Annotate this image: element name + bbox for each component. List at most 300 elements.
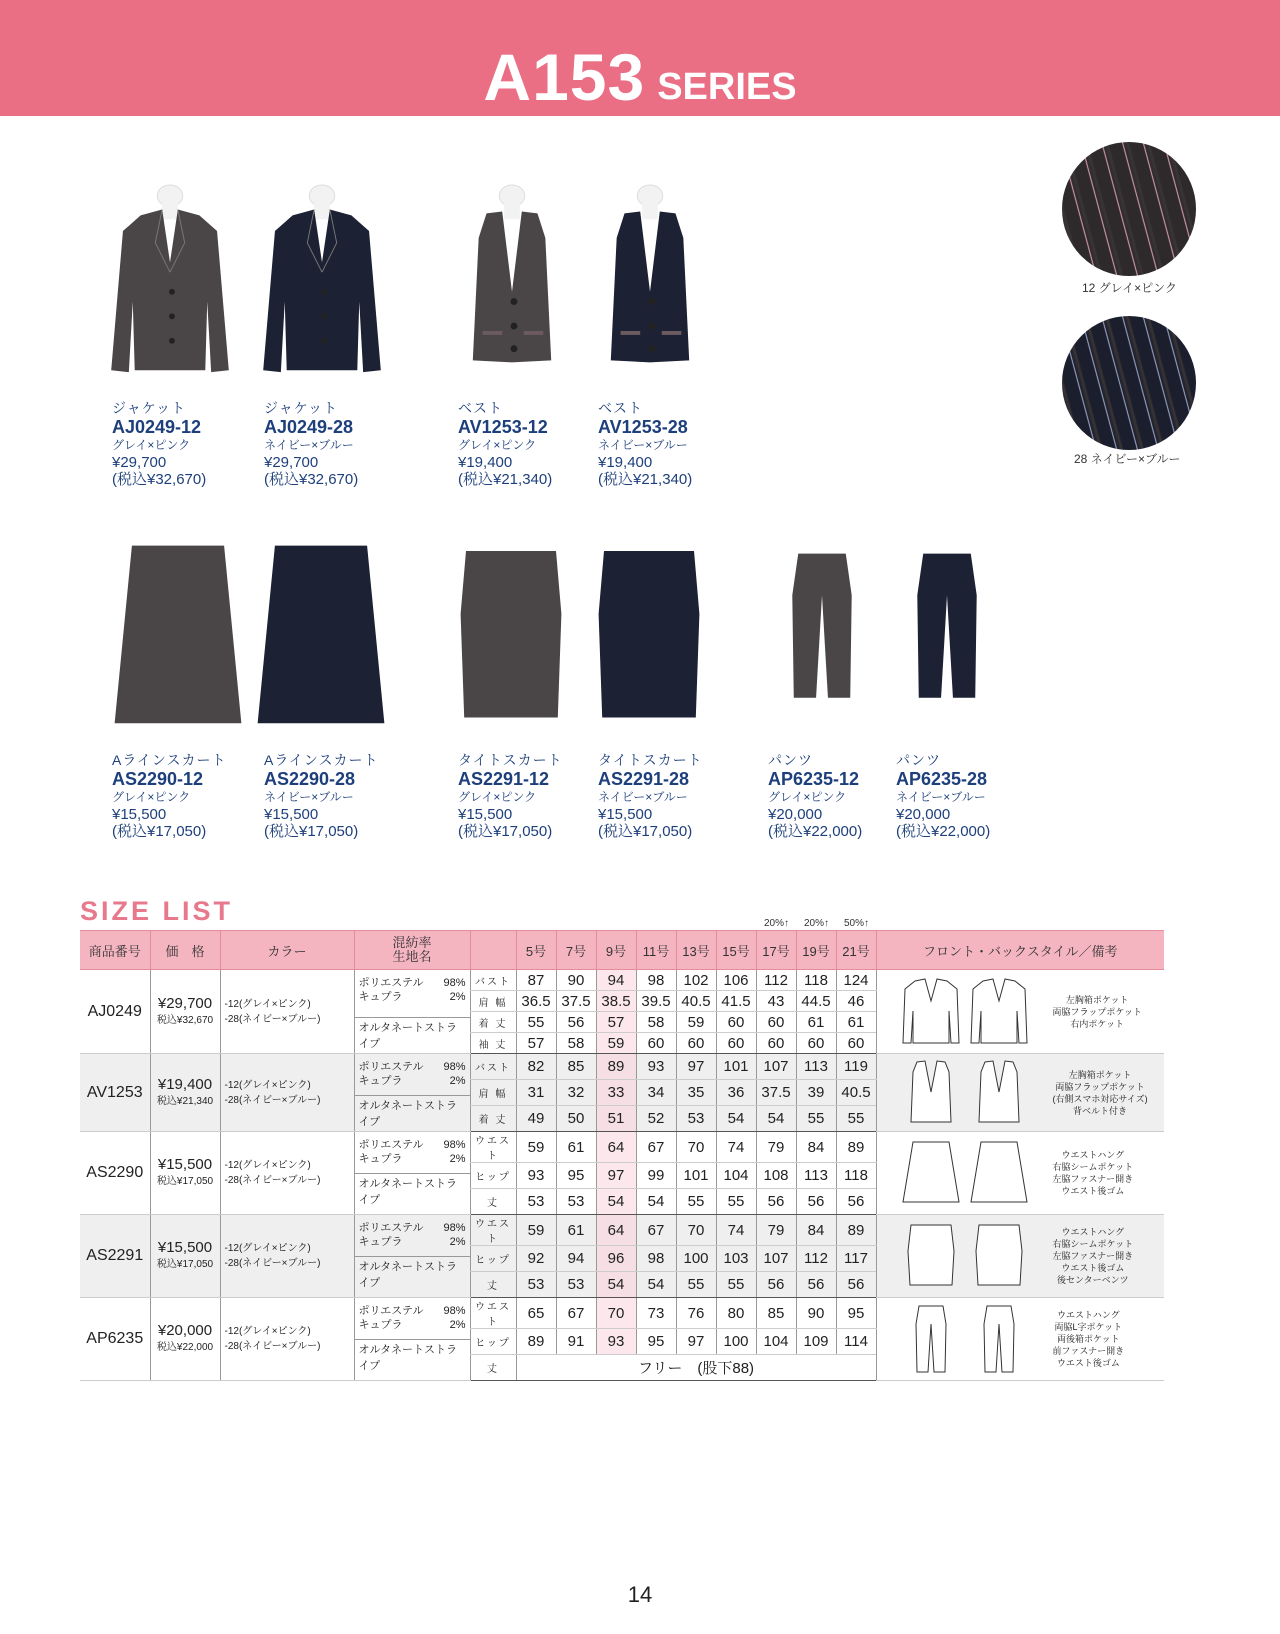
- measure-value: 107: [756, 1054, 796, 1080]
- header-size: 15号: [716, 931, 756, 970]
- a-line-skirt-gray-image: [108, 536, 248, 732]
- style-note: 前ファスナー開き: [1052, 1346, 1125, 1356]
- color-option: -12(グレイ×ピンク): [224, 1160, 311, 1171]
- measure-value: 55: [516, 1012, 556, 1033]
- measure-value: 54: [596, 1189, 636, 1215]
- header-color: カラー: [220, 931, 354, 970]
- measure-name: 丈: [470, 1272, 516, 1298]
- measure-value: 97: [676, 1054, 716, 1080]
- measure-value: 90: [796, 1298, 836, 1329]
- measure-value: 55: [676, 1189, 716, 1215]
- vest-navy-image: [578, 184, 722, 384]
- style-drawing: [877, 1304, 1029, 1374]
- size-row-code: AP6235: [80, 1298, 150, 1381]
- measure-value: 82: [516, 1054, 556, 1080]
- header-size: 17号: [756, 931, 796, 970]
- measure-value: 106: [716, 970, 756, 991]
- fabric-percent: 2%: [449, 1236, 466, 1248]
- style-note: 左胸箱ポケット: [1068, 1069, 1132, 1080]
- a-line-skirt-navy-image: [246, 536, 396, 732]
- measure-value: 104: [756, 1329, 796, 1355]
- measure-value: 56: [556, 1012, 596, 1033]
- product-code: AJ0249-12: [112, 417, 202, 437]
- size-row-fabric: [354, 970, 470, 1054]
- measure-value: 43: [756, 991, 796, 1012]
- measure-value: 119: [836, 1054, 876, 1080]
- measure-value: 98: [636, 970, 676, 991]
- price-value: ¥15,500: [157, 1239, 213, 1256]
- size-row-colors: [220, 970, 354, 1054]
- measure-value: 67: [556, 1298, 596, 1329]
- color-option: -28(ネイビー×ブルー): [224, 1013, 321, 1025]
- color-option: -12(グレイ×ピンク): [224, 998, 311, 1010]
- series-model: A153: [483, 40, 646, 114]
- style-drawing: [877, 1138, 1029, 1208]
- measure-value: 60: [796, 1033, 836, 1054]
- size-row-colors: [220, 1132, 354, 1215]
- measure-value: 91: [556, 1329, 596, 1355]
- header-size: 7号: [556, 931, 596, 970]
- product-price: ¥20,000: [896, 806, 951, 823]
- product-tax-price: (税込¥21,340): [458, 471, 553, 488]
- product-code: AS2290-28: [264, 769, 356, 789]
- measure-value: 112: [796, 1246, 836, 1272]
- product-type: ジャケット: [264, 400, 339, 416]
- size-row-colors: [220, 1298, 354, 1381]
- product-info: [458, 400, 552, 488]
- product-tax-price: (税込¥22,000): [768, 823, 863, 840]
- series-label: SERIES: [657, 66, 797, 108]
- product-color: ネイビー×ブルー: [896, 790, 986, 804]
- measure-value: 103: [716, 1246, 756, 1272]
- measure-value: 113: [796, 1054, 836, 1080]
- product-price: ¥15,500: [264, 806, 319, 823]
- measure-name: 丈: [470, 1355, 516, 1381]
- fabric-swatch-navy-blue: [1062, 316, 1196, 450]
- measure-value: 95: [836, 1298, 876, 1329]
- size-row-fabric: [354, 1298, 470, 1381]
- color-option: -12(グレイ×ピンク): [224, 1243, 311, 1254]
- fabric-material: ポリエステル: [358, 1305, 424, 1317]
- fabric-name: オルタネートストライプ: [355, 1256, 470, 1291]
- style-note: ウエスト後ゴム: [1056, 1358, 1120, 1368]
- measure-value: 40.5: [836, 1080, 876, 1106]
- product-color: グレイ×ピンク: [458, 790, 537, 804]
- size-row: [80, 1132, 1164, 1163]
- price-value: ¥29,700: [157, 994, 213, 1012]
- measure-value: 53: [556, 1189, 596, 1215]
- style-note: 両脇フラップポケット: [1052, 1006, 1142, 1017]
- measure-value: 50: [556, 1106, 596, 1132]
- fabric-percent: 2%: [449, 1319, 466, 1331]
- measure-value: 108: [756, 1163, 796, 1189]
- style-drawing: [877, 1058, 1029, 1128]
- size-row-code: AS2291: [80, 1215, 150, 1298]
- product-price: ¥19,400: [598, 454, 653, 471]
- measure-value: 60: [676, 1033, 716, 1054]
- measure-value: 56: [796, 1272, 836, 1298]
- measure-value: 84: [796, 1132, 836, 1163]
- size-row: [80, 1298, 1164, 1329]
- tight-skirt-navy-image: [586, 536, 712, 732]
- measure-value: 59: [596, 1033, 636, 1054]
- measure-name: バスト: [470, 970, 516, 991]
- product-price: ¥20,000: [768, 806, 823, 823]
- measure-value: 89: [836, 1132, 876, 1163]
- price-tax: 税込¥17,050: [156, 1176, 214, 1187]
- fabric-percent: 98%: [443, 1222, 466, 1234]
- product-code: AP6235-28: [896, 769, 988, 789]
- pants-gray-image: [770, 510, 874, 744]
- measure-value: 89: [516, 1329, 556, 1355]
- measure-value: 74: [716, 1132, 756, 1163]
- product-tax-price: (税込¥32,670): [264, 471, 359, 488]
- measure-value: 57: [596, 1012, 636, 1033]
- measure-value: 118: [836, 1163, 876, 1189]
- style-note: ウエストハング: [1061, 1150, 1125, 1160]
- size-row-fabric: [354, 1054, 470, 1132]
- measure-value: 76: [676, 1298, 716, 1329]
- measure-value: 102: [676, 970, 716, 991]
- vest-gray-image: [440, 184, 584, 384]
- measure-value: 59: [516, 1132, 556, 1163]
- product-info: [264, 400, 358, 488]
- size-row-price: [150, 970, 220, 1054]
- size-row: [80, 1054, 1164, 1080]
- fabric-percent: 2%: [449, 991, 466, 1003]
- measure-value: 61: [796, 1012, 836, 1033]
- measure-value: 89: [836, 1215, 876, 1246]
- fabric-material: ポリエステル: [358, 1222, 424, 1234]
- measure-name: バスト: [470, 1054, 516, 1080]
- measure-value: 55: [716, 1272, 756, 1298]
- product-type: パンツ: [896, 752, 941, 768]
- product-type: Aラインスカート: [264, 752, 379, 768]
- product-info: [598, 752, 703, 840]
- size-row-price: [150, 1054, 220, 1132]
- header-size: 11号: [636, 931, 676, 970]
- measure-value: 59: [676, 1012, 716, 1033]
- measure-value: 94: [596, 970, 636, 991]
- measure-value: 51: [596, 1106, 636, 1132]
- measure-value: 113: [796, 1163, 836, 1189]
- measure-value: 93: [636, 1054, 676, 1080]
- measure-value: 56: [836, 1272, 876, 1298]
- style-note: 右脇シームポケット: [1052, 1239, 1134, 1249]
- measure-value: 37.5: [756, 1080, 796, 1106]
- product-color: グレイ×ピンク: [112, 790, 191, 804]
- measure-value: 55: [796, 1106, 836, 1132]
- fabric-name: オルタネートストライプ: [355, 1173, 470, 1208]
- measure-value: 56: [756, 1272, 796, 1298]
- price-tax: 税込¥22,000: [156, 1342, 214, 1353]
- measure-value: 31: [516, 1080, 556, 1106]
- price-tax: 税込¥17,050: [156, 1259, 214, 1270]
- measure-value: 57: [516, 1033, 556, 1054]
- measure-value: 93: [596, 1329, 636, 1355]
- product-info: [112, 400, 206, 488]
- measure-value: 60: [636, 1033, 676, 1054]
- product-info: [768, 752, 862, 840]
- jacket-navy-image: [250, 184, 394, 384]
- measure-value: 36.5: [516, 991, 556, 1012]
- fabric-material: キュプラ: [358, 991, 403, 1003]
- product-type: ベスト: [598, 400, 643, 416]
- product-info: [598, 400, 692, 488]
- measure-value: 98: [636, 1246, 676, 1272]
- header-code: 商品番号: [80, 931, 150, 970]
- measure-value: 67: [636, 1132, 676, 1163]
- measure-name: 着 丈: [470, 1012, 516, 1033]
- measure-name: 袖 丈: [470, 1033, 516, 1054]
- product-tax-price: (税込¥32,670): [112, 471, 207, 488]
- size-percent-note: 20%↑: [764, 918, 790, 929]
- swatch-label: 28 ネイビー×ブルー: [1074, 452, 1181, 466]
- style-drawing: [877, 977, 1029, 1047]
- product-tax-price: (税込¥22,000): [896, 823, 991, 840]
- measure-value: 34: [636, 1080, 676, 1106]
- measure-value: 64: [596, 1215, 636, 1246]
- fabric-percent: 98%: [443, 977, 466, 989]
- measure-value: 56: [756, 1189, 796, 1215]
- style-note: ウエストハング: [1061, 1227, 1125, 1237]
- size-row-fabric: [354, 1215, 470, 1298]
- product-info: [458, 752, 563, 840]
- fabric-material: ポリエステル: [358, 977, 424, 989]
- measure-value: 56: [796, 1189, 836, 1215]
- product-code: AJ0249-28: [264, 417, 354, 437]
- fabric-material: キュプラ: [358, 1075, 403, 1087]
- size-row-price: [150, 1215, 220, 1298]
- measure-value: 87: [516, 970, 556, 991]
- measure-value: 80: [716, 1298, 756, 1329]
- header-style: フロント・バックスタイル／備考: [876, 931, 1164, 970]
- product-type: タイトスカート: [458, 752, 563, 768]
- measure-value: 54: [716, 1106, 756, 1132]
- measure-value: 56: [836, 1189, 876, 1215]
- measure-name: ヒップ: [470, 1246, 516, 1272]
- style-note: 背ベルト付き: [1073, 1105, 1128, 1116]
- product-color: ネイビー×ブルー: [264, 790, 354, 804]
- header-measure: [470, 931, 516, 970]
- style-note: 右内ポケット: [1070, 1018, 1124, 1029]
- page-number: 14: [627, 1582, 653, 1607]
- measure-value: 49: [516, 1106, 556, 1132]
- measure-value: 60: [716, 1012, 756, 1033]
- measure-value: 107: [756, 1246, 796, 1272]
- style-notes: [1053, 1309, 1125, 1369]
- size-percent-note: 50%↑: [844, 918, 870, 929]
- fabric-percent: 98%: [443, 1061, 466, 1073]
- measure-value: 39: [796, 1080, 836, 1106]
- tight-skirt-gray-image: [448, 536, 574, 732]
- price-tax: 税込¥21,340: [156, 1095, 214, 1107]
- size-row-code: AJ0249: [80, 970, 150, 1054]
- measure-value: 58: [556, 1033, 596, 1054]
- color-option: -12(グレイ×ピンク): [224, 1326, 311, 1337]
- measure-name: ウエスト: [470, 1132, 516, 1163]
- measure-value: 33: [596, 1080, 636, 1106]
- style-note: 左脇ファスナー開き: [1052, 1251, 1134, 1261]
- fabric-name: オルタネートストライプ: [355, 1339, 470, 1374]
- measure-value: 79: [756, 1215, 796, 1246]
- style-note: 左胸箱ポケット: [1065, 994, 1129, 1005]
- product-color: ネイビー×ブルー: [598, 790, 688, 804]
- product-type: ベスト: [458, 400, 503, 416]
- fabric-material: キュプラ: [358, 1153, 403, 1165]
- measure-value: 32: [556, 1080, 596, 1106]
- measure-value: 59: [516, 1215, 556, 1246]
- header-price: 価 格: [150, 931, 220, 970]
- fabric-swatch-gray-pink: [1062, 142, 1196, 276]
- header-size: 21号: [836, 931, 876, 970]
- color-option: -28(ネイビー×ブルー): [224, 1258, 321, 1269]
- measure-value: 84: [796, 1215, 836, 1246]
- size-list-table: [80, 930, 1164, 1381]
- measure-value: 61: [556, 1132, 596, 1163]
- measure-name: 着 丈: [470, 1106, 516, 1132]
- fabric-material: キュプラ: [358, 1236, 403, 1248]
- price-value: ¥19,400: [157, 1075, 213, 1093]
- size-row: [80, 1215, 1164, 1246]
- measure-value: 60: [756, 1012, 796, 1033]
- size-row-colors: [220, 1054, 354, 1132]
- measure-value: 124: [836, 970, 876, 991]
- color-option: -28(ネイビー×ブルー): [224, 1094, 321, 1106]
- measure-value: 70: [676, 1132, 716, 1163]
- style-note: 両後箱ポケット: [1057, 1334, 1120, 1344]
- style-notes: [1053, 994, 1142, 1030]
- product-type: タイトスカート: [598, 752, 703, 768]
- fabric-percent: 98%: [443, 1139, 466, 1151]
- size-row-style: [876, 1215, 1164, 1298]
- style-notes: [1053, 1226, 1134, 1286]
- jacket-gray-image: [98, 184, 242, 384]
- style-note: (右側スマホ対応サイズ): [1052, 1093, 1148, 1104]
- measure-value: 85: [556, 1054, 596, 1080]
- measure-value: 37.5: [556, 991, 596, 1012]
- product-code: AS2290-12: [112, 769, 204, 789]
- size-row-price: [150, 1132, 220, 1215]
- product-price: ¥15,500: [458, 806, 513, 823]
- fabric-percent: 2%: [449, 1075, 466, 1087]
- measure-value: 35: [676, 1080, 716, 1106]
- measure-value: 93: [516, 1163, 556, 1189]
- product-info: [896, 752, 990, 840]
- measure-value: 101: [676, 1163, 716, 1189]
- series-title: [0, 0, 1280, 116]
- color-option: -28(ネイビー×ブルー): [224, 1175, 321, 1186]
- product-code: AV1253-28: [598, 417, 688, 437]
- price-value: ¥20,000: [157, 1322, 213, 1339]
- style-note: 両脇フラップポケット: [1055, 1081, 1145, 1092]
- measure-value: 60: [716, 1033, 756, 1054]
- measure-value: 74: [716, 1215, 756, 1246]
- measure-value: 41.5: [716, 991, 756, 1012]
- measure-value: 95: [556, 1163, 596, 1189]
- measure-value: 67: [636, 1215, 676, 1246]
- size-percent-note: 20%↑: [804, 918, 830, 929]
- product-color: グレイ×ピンク: [458, 438, 537, 452]
- fabric-name: オルタネートストライプ: [355, 1095, 470, 1130]
- swatch-label: 12 グレイ×ピンク: [1082, 281, 1177, 295]
- size-row: [80, 970, 1164, 991]
- measure-value: 39.5: [636, 991, 676, 1012]
- measure-value: 60: [756, 1033, 796, 1054]
- measure-name: ウエスト: [470, 1215, 516, 1246]
- fabric-percent: 2%: [449, 1153, 466, 1165]
- size-table-header: [80, 931, 1164, 970]
- header-size: 9号: [596, 931, 636, 970]
- measure-value: 54: [596, 1272, 636, 1298]
- pants-navy-image: [895, 510, 999, 744]
- measure-value: 117: [836, 1246, 876, 1272]
- style-note: 両脇L字ポケット: [1054, 1322, 1123, 1332]
- product-tax-price: (税込¥17,050): [112, 823, 207, 840]
- product-price: ¥19,400: [458, 454, 513, 471]
- product-type: ジャケット: [112, 400, 187, 416]
- product-code: AS2291-12: [458, 769, 550, 789]
- style-notes: [1053, 1149, 1134, 1197]
- measure-value: 96: [596, 1246, 636, 1272]
- measure-value: 97: [676, 1329, 716, 1355]
- product-type: パンツ: [768, 752, 813, 768]
- style-note: 後センターベンツ: [1057, 1275, 1129, 1285]
- measure-value: 73: [636, 1298, 676, 1329]
- product-info: [264, 752, 379, 840]
- measure-name: 肩 幅: [470, 991, 516, 1012]
- measure-name: ヒップ: [470, 1163, 516, 1189]
- measure-value: 55: [716, 1189, 756, 1215]
- measure-value: 55: [676, 1272, 716, 1298]
- measure-value: 114: [836, 1329, 876, 1355]
- product-price: ¥29,700: [264, 454, 319, 471]
- size-row-code: AS2290: [80, 1132, 150, 1215]
- size-row-colors: [220, 1215, 354, 1298]
- measure-value: 89: [596, 1054, 636, 1080]
- header-size: 19号: [796, 931, 836, 970]
- measure-value: 53: [516, 1272, 556, 1298]
- header-size: 13号: [676, 931, 716, 970]
- measure-value: 101: [716, 1054, 756, 1080]
- size-row-style: [876, 1298, 1164, 1381]
- measure-value: 99: [636, 1163, 676, 1189]
- measure-value: 38.5: [596, 991, 636, 1012]
- price-tax: 税込¥32,670: [156, 1014, 214, 1026]
- measure-value: 54: [756, 1106, 796, 1132]
- size-row-fabric: [354, 1132, 470, 1215]
- size-row-style: [876, 1132, 1164, 1215]
- measure-value: 95: [636, 1329, 676, 1355]
- measure-value: 97: [596, 1163, 636, 1189]
- product-tax-price: (税込¥17,050): [458, 823, 553, 840]
- measure-value: 54: [636, 1189, 676, 1215]
- measure-value: 85: [756, 1298, 796, 1329]
- size-row-price: [150, 1298, 220, 1381]
- size-list-title: SIZE LIST: [80, 896, 234, 926]
- size-row-style: [876, 970, 1164, 1054]
- measure-value: 118: [796, 970, 836, 991]
- product-code: AV1253-12: [458, 417, 548, 437]
- product-price: ¥15,500: [598, 806, 653, 823]
- measure-value: 61: [556, 1215, 596, 1246]
- style-note: ウエスト後ゴム: [1061, 1186, 1125, 1196]
- measure-value: 55: [836, 1106, 876, 1132]
- measure-value: 65: [516, 1298, 556, 1329]
- fabric-material: ポリエステル: [358, 1139, 424, 1151]
- measure-value: 44.5: [796, 991, 836, 1012]
- measure-name: ヒップ: [470, 1329, 516, 1355]
